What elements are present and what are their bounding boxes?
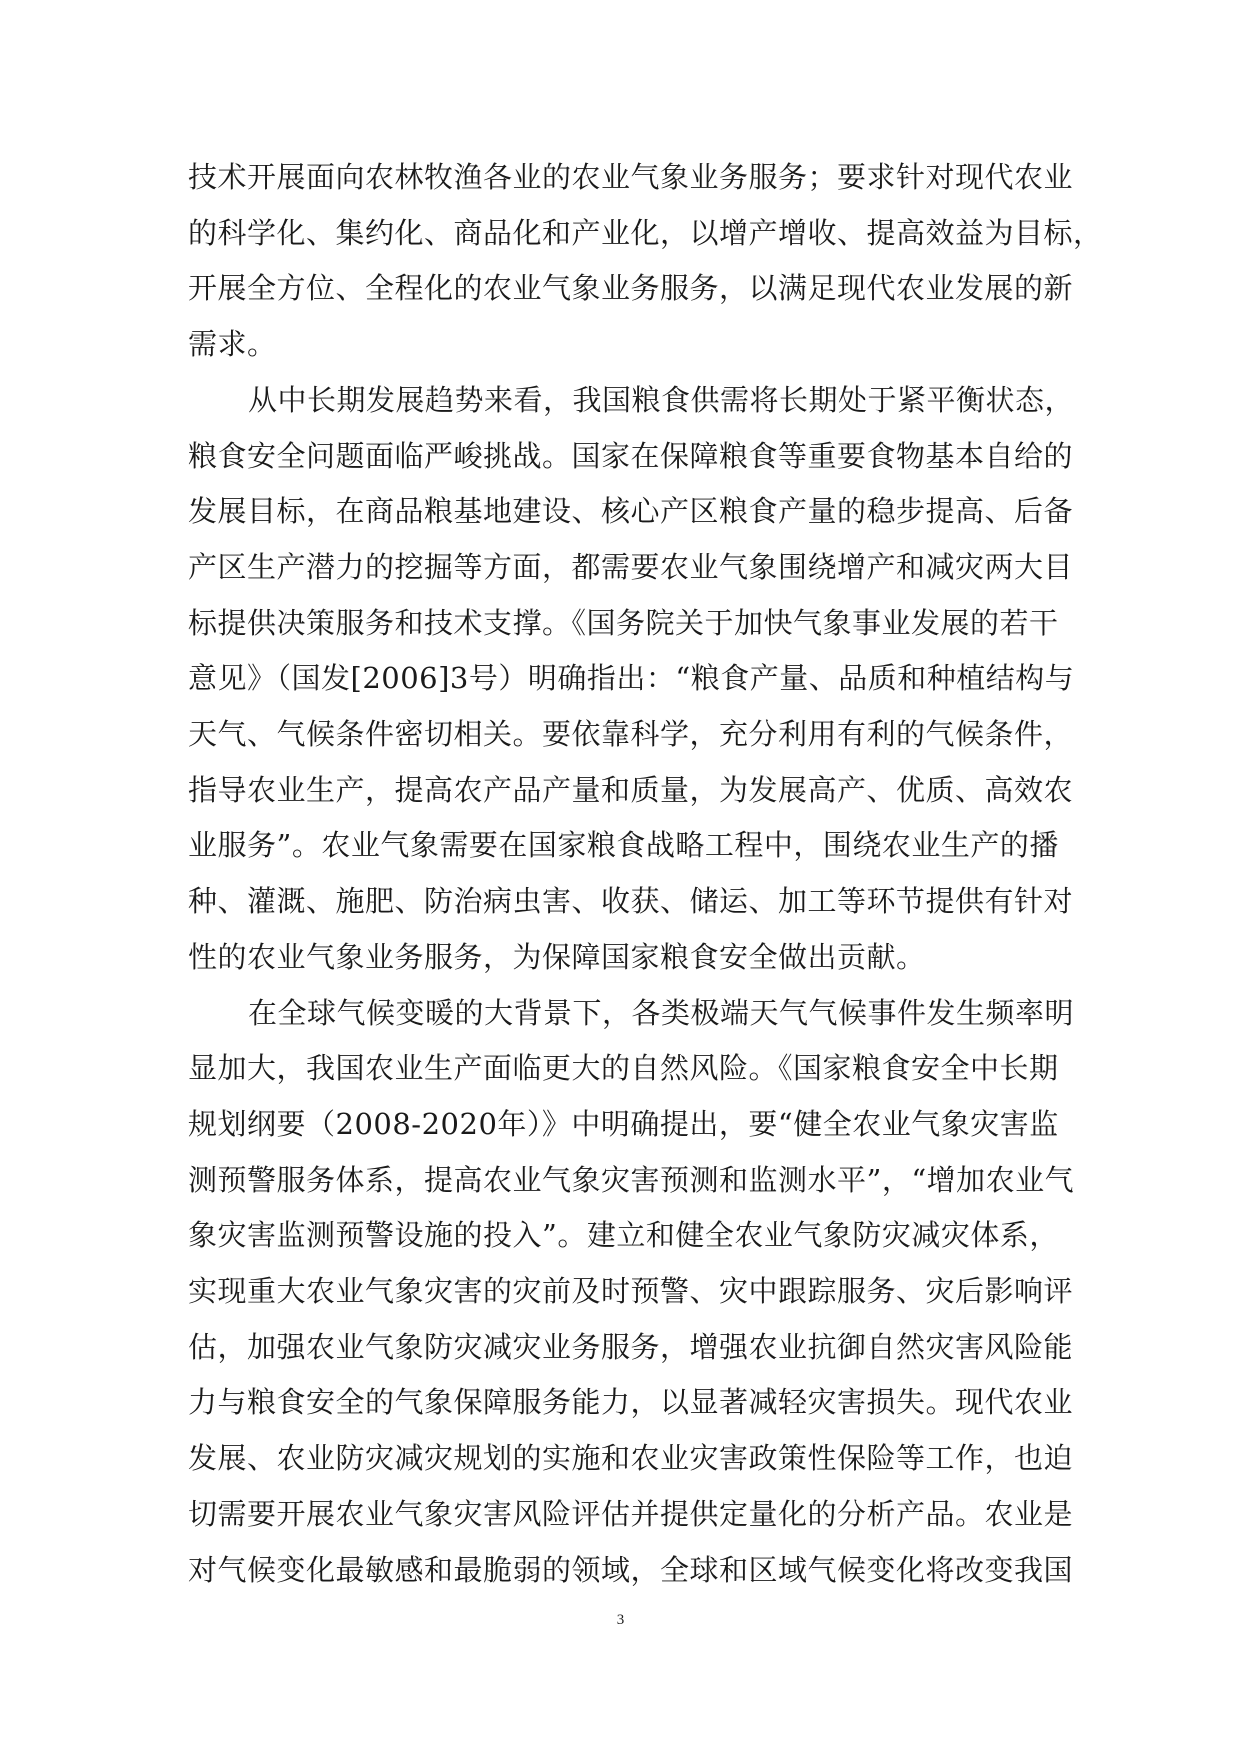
text-line: 标提供决策服务和技术支撑。《国务院关于加快气象事业发展的若干 [188,605,1059,640]
body-text [188,150,1103,1598]
text-line: 象灾害监测预警设施的投入”。建立和健全农业气象防灾减灾体系， [188,1218,1059,1253]
text-line: 粮食安全问题面临严峻挑战。国家在保障粮食等重要食物基本自给的 [188,438,1074,473]
text-line: 规划纲要（2008-2020年）》中明确提出，要“健全农业气象灾害监 [188,1106,1059,1141]
text-line: 力与粮食安全的气象保障服务能力，以显著减轻灾害损失。现代农业 [188,1385,1074,1420]
text-line: 在全球气候变暖的大背景下，各类极端天气气候事件发生频率明 [248,995,1075,1030]
paragraph-2 [188,373,1075,986]
text-line: 切需要开展农业气象灾害风险评估并提供定量化的分析产品。农业是 [188,1496,1074,1531]
text-line: 技术开展面向农林牧渔各业的农业气象业务服务；要求针对现代农业 [188,160,1074,194]
text-line: 实现重大农业气象灾害的灾前及时预警、灾中跟踪服务、灾后影响评 [188,1274,1074,1309]
text-line: 需求。 [188,327,277,362]
text-line: 天气、气候条件密切相关。要依靠科学，充分利用有利的气候条件， [188,717,1074,752]
paragraph-1 [188,150,1103,373]
text-line: 对气候变化最敏感和最脆弱的领域，全球和区域气候变化将改变我国 [188,1552,1074,1587]
text-line: 发展目标，在商品粮基地建设、核心产区粮食产量的稳步提高、后备 [188,494,1074,529]
text-line: 开展全方位、全程化的农业气象业务服务，以满足现代农业发展的新 [188,271,1074,306]
text-line: 意见》（国发[2006]3号）明确指出：“粮食产量、品质和种植结构与 [188,661,1075,696]
text-line: 测预警服务体系，提高农业气象灾害预测和监测水平”，“增加农业气 [188,1162,1075,1197]
text-line: 产区生产潜力的挖掘等方面，都需要农业气象围绕增产和减灾两大目 [188,549,1074,584]
text-line: 从中长期发展趋势来看，我国粮食供需将长期处于紧平衡状态， [248,382,1075,417]
text-line: 性的农业气象业务服务，为保障国家粮食安全做出贡献。 [188,939,926,974]
text-line: 估，加强农业气象防灾减灾业务服务，增强农业抗御自然灾害风险能 [188,1329,1074,1364]
text-line: 显加大，我国农业生产面临更大的自然风险。《国家粮食安全中长期 [188,1051,1059,1086]
text-line: 业服务”。农业气象需要在国家粮食战略工程中，围绕农业生产的播 [188,828,1059,863]
page-number: 3 [616,1612,625,1628]
text-line: 种、灌溉、施肥、防治病虫害、收获、储运、加工等环节提供有针对 [188,884,1074,919]
text-line: 的科学化、集约化、商品化和产业化，以增产增收、提高效益为目标， [188,215,1103,250]
text-line: 发展、农业防灾减灾规划的实施和农业灾害政策性保险等工作，也迫 [188,1441,1074,1476]
text-line: 指导农业生产，提高农产品产量和质量，为发展高产、优质、高效农 [188,772,1074,807]
paragraph-3 [188,986,1075,1599]
